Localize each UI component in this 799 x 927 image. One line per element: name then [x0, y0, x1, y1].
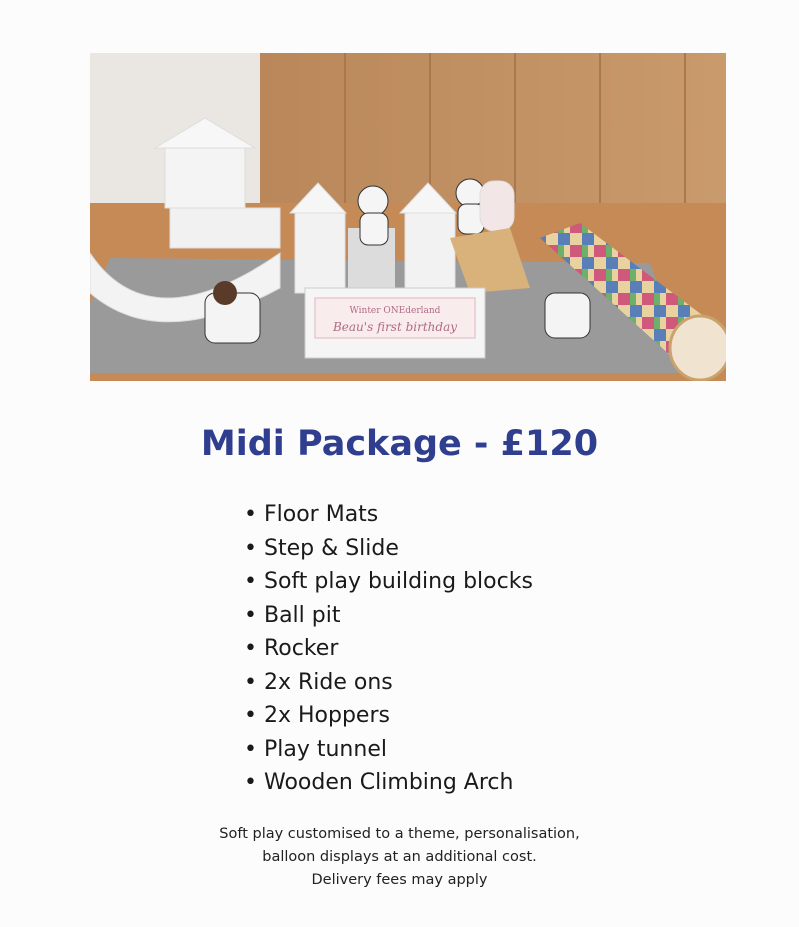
list-item: • Rocker	[244, 632, 533, 666]
list-item: • 2x Ride ons	[244, 666, 533, 700]
list-item: • Play tunnel	[244, 733, 533, 767]
note-line: Delivery fees may apply	[311, 872, 488, 888]
banner-line2: Beau's first birthday	[332, 320, 458, 334]
included-items-list	[244, 498, 533, 800]
banner-line1: Winter ONEderland	[349, 306, 441, 316]
note-line: balloon displays at an additional cost.	[262, 849, 537, 865]
list-item: • Ball pit	[244, 599, 533, 633]
list-item: • Step & Slide	[244, 532, 533, 566]
additional-info-note	[0, 823, 799, 892]
list-item: • Wooden Climbing Arch	[244, 766, 533, 800]
package-photo	[90, 53, 726, 381]
list-item: • Floor Mats	[244, 498, 533, 532]
package-title: Midi Package - £120	[200, 424, 599, 464]
list-item: • Soft play building blocks	[244, 565, 533, 599]
list-item: • 2x Hoppers	[244, 699, 533, 733]
note-line: Soft play customised to a theme, personalisation,	[219, 826, 580, 842]
